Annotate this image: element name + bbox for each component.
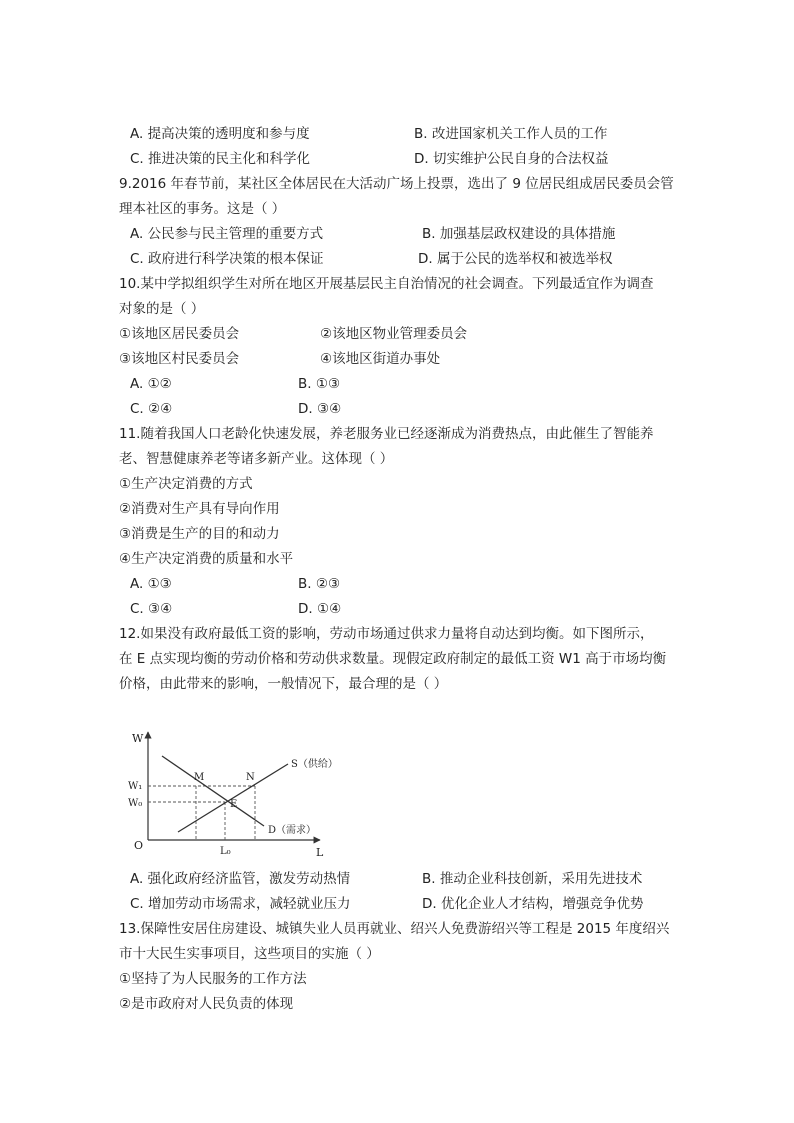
point-n-label: N (246, 772, 255, 783)
q8-option-b: B. 改进国家机关工作人员的工作 (414, 126, 608, 142)
q12-option-c: C. 增加劳动市场需求，减轻就业压力 (130, 896, 351, 912)
q11-option-c: C. ③④ (130, 601, 173, 617)
q11-option-b: B. ②③ (298, 576, 341, 592)
q13-item-1: ①坚持了为人民服务的工作方法 (119, 971, 307, 987)
q12-option-a: A. 强化政府经济监管，激发劳动热情 (130, 871, 351, 887)
q10-stem-line2: 对象的是（ ） (119, 301, 205, 317)
w1-label: W₁ (128, 781, 143, 792)
q10-option-a: A. ①② (130, 376, 172, 392)
q9-stem-line1: 9.2016 年春节前，某社区全体居民在大活动广场上投票，选出了 9 位居民组成居民委员会管 (119, 176, 674, 192)
q13-stem-line2: 市十大民生实事项目，这些项目的实施（ ） (119, 946, 380, 962)
q12-option-d: D. 优化企业人才结构，增强竞争优势 (422, 896, 644, 912)
point-m-label: M (194, 772, 205, 783)
q10-item-3: ③该地区村民委员会 (119, 351, 240, 367)
origin-label: O (134, 839, 144, 852)
q8-option-c: C. 推进决策的民主化和科学化 (130, 151, 311, 167)
q8-option-d: D. 切实维护公民自身的合法权益 (414, 151, 609, 167)
q9-stem-line2: 理本社区的事务。这是（ ） (119, 201, 286, 217)
q10-option-d: D. ③④ (298, 401, 342, 417)
q11-stem-line1: 11.随着我国人口老龄化快速发展，养老服务业已经逐渐成为消费热点，由此催生了智能养 (119, 426, 654, 442)
q10-option-c: C. ②④ (130, 401, 173, 417)
q10-item-1: ①该地区居民委员会 (119, 326, 240, 342)
q12-stem-line2: 在 E 点实现均衡的劳动价格和劳动供求数量。现假定政府制定的最低工资 W1 高于市场均衡 (119, 651, 667, 667)
q8-option-a: A. 提高决策的透明度和参与度 (130, 126, 310, 142)
point-e-label: E (230, 799, 238, 810)
q10-stem-line1: 10.某中学拟组织学生对所在地区开展基层民主自治情况的社会调查。下列最适宜作为调查 (119, 276, 654, 292)
q11-item-4: ④生产决定消费的质量和水平 (119, 551, 294, 567)
l0-label: L₀ (220, 846, 231, 857)
w0-label: W₀ (128, 798, 143, 809)
q9-option-b: B. 加强基层政权建设的具体措施 (422, 226, 616, 242)
q11-item-1: ①生产决定消费的方式 (119, 476, 253, 492)
q11-stem-line2: 老、智慧健康养老等诸多新产业。这体现（ ） (119, 451, 394, 467)
q9-option-a: A. 公民参与民主管理的重要方式 (130, 226, 324, 242)
q11-option-d: D. ①④ (298, 601, 342, 617)
q13-item-2: ②是市政府对人民负责的体现 (119, 996, 294, 1012)
q9-option-c: C. 政府进行科学决策的根本保证 (130, 251, 324, 267)
q10-item-2: ②该地区物业管理委员会 (320, 326, 468, 342)
q13-stem-line1: 13.保障性安居住房建设、城镇失业人员再就业、绍兴人免费游绍兴等工程是 2015 年度绍兴 (119, 921, 670, 937)
q10-item-4: ④该地区街道办事处 (320, 351, 441, 367)
q12-stem-line3: 价格，由此带来的影响，一般情况下，最合理的是（ ） (119, 676, 448, 692)
q11-item-2: ②消费对生产具有导向作用 (119, 501, 280, 517)
demand-curve (162, 756, 264, 826)
q9-option-d: D. 属于公民的选举权和被选举权 (418, 251, 613, 267)
demand-label: D（需求） (268, 825, 317, 836)
l-axis-label: L (316, 846, 324, 859)
q12-stem-line1: 12.如果没有政府最低工资的影响，劳动市场通过供求力量将自动达到均衡。如下图所示， (119, 626, 654, 642)
supply-label: S（供给） (291, 759, 338, 770)
q11-item-3: ③消费是生产的目的和动力 (119, 526, 280, 542)
labor-market-diagram (128, 728, 340, 860)
w-axis-label: W (132, 732, 144, 745)
q12-option-b: B. 推动企业科技创新，采用先进技术 (422, 871, 643, 887)
q10-option-b: B. ①③ (298, 376, 341, 392)
q11-option-a: A. ①③ (130, 576, 172, 592)
